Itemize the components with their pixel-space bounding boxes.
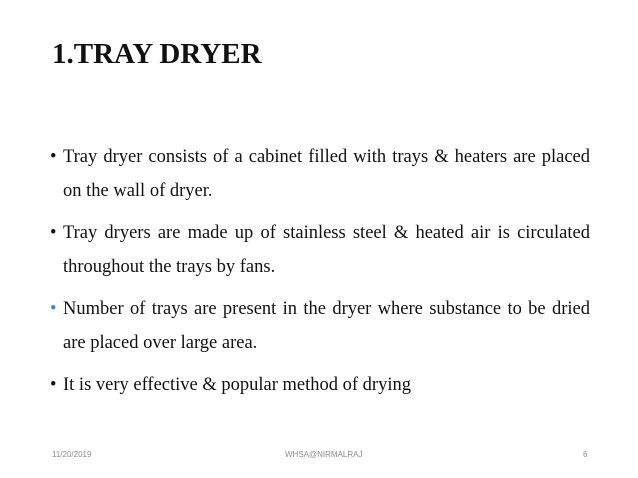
bullet-marker-icon: • xyxy=(50,375,57,395)
footer-date: 11/20/2019 xyxy=(52,450,92,459)
bullet-item xyxy=(50,140,590,208)
slide-title: 1.TRAY DRYER xyxy=(52,38,262,70)
bullet-text: It is very effective & popular method of drying xyxy=(63,375,411,395)
bullet-text: Tray dryer consists of a cabinet filled with trays & heaters are placed on the wall of dryer. xyxy=(63,147,590,201)
footer-author: WHSA@NIRMALRAJ xyxy=(285,450,363,459)
bullet-marker-icon: • xyxy=(50,223,57,243)
bullet-marker-icon: • xyxy=(50,147,57,167)
bullet-item xyxy=(50,292,590,360)
bullet-text: Number of trays are present in the dryer where substance to be dried are placed over large area. xyxy=(63,299,590,353)
bullet-list xyxy=(50,140,590,410)
bullet-text: Tray dryers are made up of stainless steel & heated air is circulated throughout the trays by fans. xyxy=(63,223,590,277)
bullet-item xyxy=(50,368,590,402)
footer-page-number: 6 xyxy=(583,450,588,459)
bullet-marker-icon: • xyxy=(50,299,57,319)
bullet-item xyxy=(50,216,590,284)
